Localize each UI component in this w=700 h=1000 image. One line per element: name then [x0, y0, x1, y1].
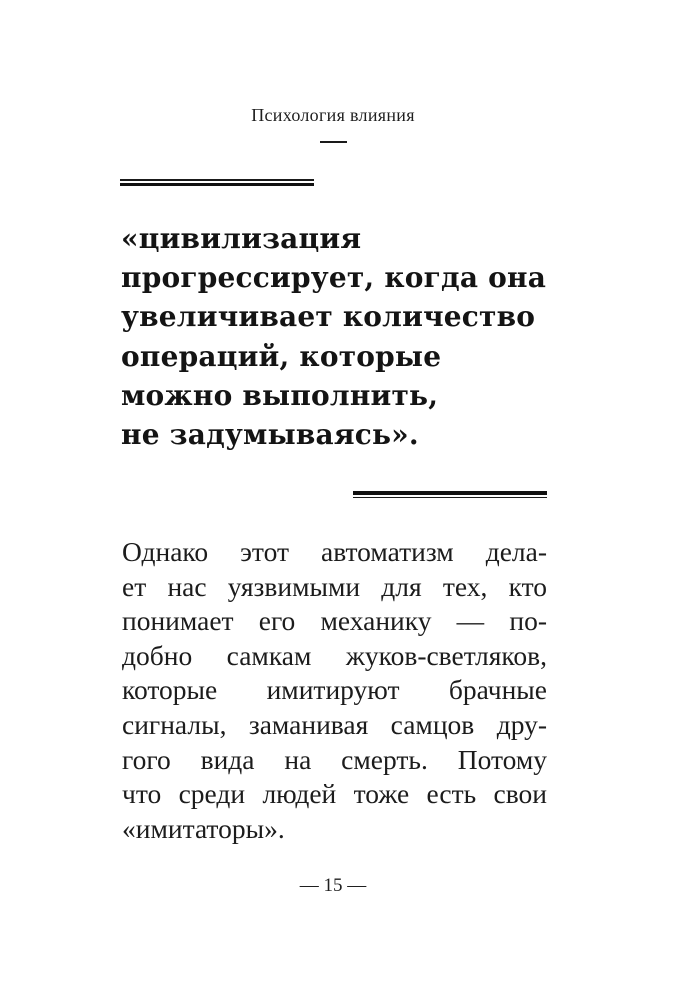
running-head-title: Психология влияния	[251, 105, 415, 125]
body-paragraph	[122, 535, 547, 846]
body-line: «имитаторы».	[122, 812, 285, 844]
body-line: что среди людей тоже есть свои	[122, 778, 547, 810]
quote-top-rule	[120, 179, 314, 187]
body-line: ет нас уязвимыми для тех, кто	[122, 570, 547, 602]
quote-bottom-rule	[353, 491, 547, 499]
body-line: Однако этот автоматизм дела-	[122, 536, 547, 567]
pull-quote-line: операций, которые	[121, 339, 442, 373]
pull-quote	[121, 219, 561, 454]
pull-quote-line: прогрессирует, когда она	[121, 261, 547, 295]
rule-thick-line	[353, 491, 547, 495]
body-line: которые имитируют брачные	[122, 674, 547, 706]
rule-thin-line	[353, 497, 547, 499]
rule-thin-line	[120, 179, 314, 181]
pull-quote-line: можно выполнить,	[121, 378, 439, 412]
body-line: сигналы, заманивая самцов дру-	[122, 708, 547, 740]
pull-quote-line: «цивилизация	[121, 222, 362, 255]
body-line: гого вида на смерть. Потому	[122, 743, 547, 775]
header-dash-divider	[320, 141, 347, 143]
rule-thick-line	[120, 183, 314, 187]
body-line: добно самкам жуков-светляков,	[122, 639, 547, 671]
page-number: — 15 —	[299, 875, 367, 896]
pull-quote-line: не задумываясь».	[121, 418, 419, 452]
pull-quote-line: увеличивает количество	[121, 300, 536, 334]
body-line: понимает его механику — по-	[122, 605, 547, 637]
